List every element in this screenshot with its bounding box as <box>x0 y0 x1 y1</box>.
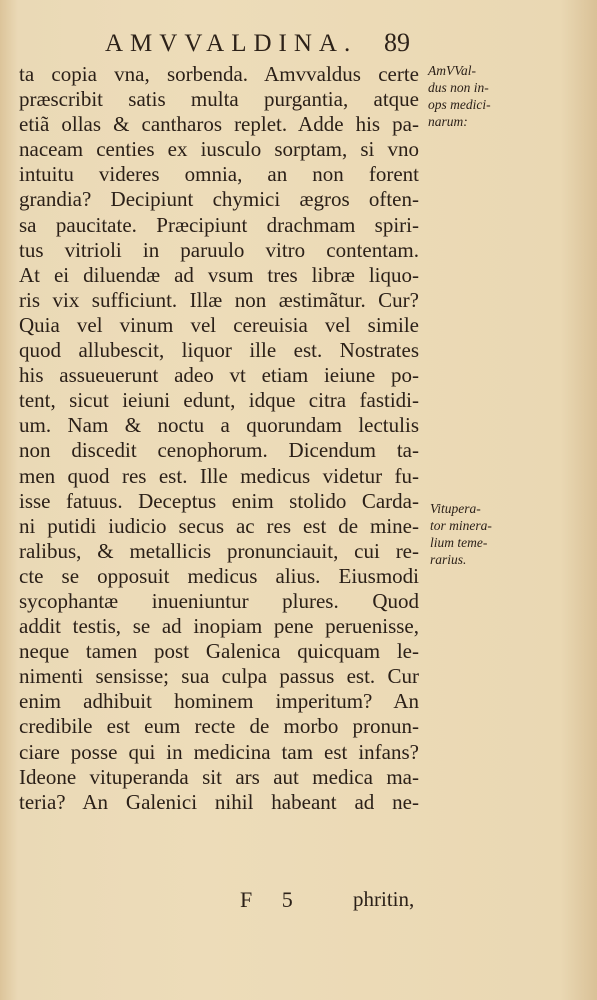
page-footer <box>0 887 597 917</box>
marginal-note-line: dus non in- <box>428 80 489 95</box>
marginal-note-line: narum: <box>428 114 468 129</box>
text-line: tus vitrioli in paruulo vitro contentam. <box>19 237 419 262</box>
text-line: ni putidi iudicio secus ac res est de mine- <box>19 513 419 538</box>
signature-mark: F 5 <box>240 887 305 912</box>
text-line: men quod res est. Ille medicus videtur fu- <box>19 463 419 488</box>
text-line: neque tamen post Galenica quicquam le- <box>19 639 419 664</box>
marginal-note-line: Vitupera- <box>430 501 481 516</box>
text-line: credibile est eum recte de morbo pronun- <box>19 714 419 739</box>
text-line: Ideone vituperanda sit ars aut medica ma- <box>19 764 419 789</box>
text-line: sa paucitate. Præcipiunt drachmam spiri- <box>19 212 419 237</box>
text-line: Quia vel vinum vel cereuisia vel simile <box>19 312 419 337</box>
marginal-note-line: ops medici- <box>428 97 491 112</box>
page-header <box>0 30 597 62</box>
text-line: grandia? Decipiunt chymici ægros often- <box>19 187 419 212</box>
text-line: etiã ollas & cantharos replet. Adde his pa- <box>19 112 419 137</box>
marginal-note-line: lium teme- <box>430 535 488 550</box>
text-line: um. Nam & noctu a quorundam lectulis <box>19 413 419 438</box>
marginal-note <box>430 500 530 568</box>
catchword: phritin, <box>353 887 415 911</box>
text-line: cte se opposuit medicus alius. Eiusmodi <box>19 563 419 588</box>
marginal-note-line: rarius. <box>430 552 467 567</box>
text-line: ris vix sufficiunt. Illæ non æstimãtur. Cur? <box>19 287 419 312</box>
text-line: At ei diluendæ ad vsum tres libræ liquo- <box>19 262 419 287</box>
text-line: addit testis, se ad inopiam pene peruenisse, <box>19 614 419 639</box>
text-line: ciare posse qui in medicina tam est infans? <box>19 739 419 764</box>
text-line: enim adhibuit hominem imperitum? An <box>19 689 419 714</box>
text-line: isse fatuus. Deceptus enim stolido Carda- <box>19 488 419 513</box>
text-line: nimenti sensisse; sua culpa passus est. Cur <box>19 664 419 689</box>
text-line: tent, sicut ieiuni edunt, idque citra fastidi- <box>19 388 419 413</box>
running-head: AMVVALDINA. <box>105 30 358 57</box>
marginal-note-line: tor minera- <box>430 518 492 533</box>
text-line: ta copia vna, sorbenda. Amvvaldus certe <box>19 62 419 86</box>
text-line: teria? An Galenici nihil habeant ad ne- <box>19 789 419 814</box>
text-line: ralibus, & metallicis pronunciauit, cui re- <box>19 538 419 563</box>
text-line: quod allubescit, liquor ille est. Nostrates <box>19 338 419 363</box>
marginal-note-line: AmVVal- <box>428 63 476 78</box>
text-line: his assueuerunt adeo vt etiam ieiune po- <box>19 363 419 388</box>
text-line: sycophantæ inueniuntur plures. Quod <box>19 588 419 613</box>
marginal-note <box>428 62 528 130</box>
text-line: naceam centies ex iusculo sorptam, si vno <box>19 137 419 162</box>
body-text <box>19 62 419 815</box>
text-line: intuitu videres omnia, an non forent <box>19 162 419 187</box>
text-line: præscribit satis multa purgantia, atque <box>19 87 419 112</box>
page-number: 89 <box>384 28 410 57</box>
text-line: non discedit cenophorum. Dicendum ta- <box>19 438 419 463</box>
